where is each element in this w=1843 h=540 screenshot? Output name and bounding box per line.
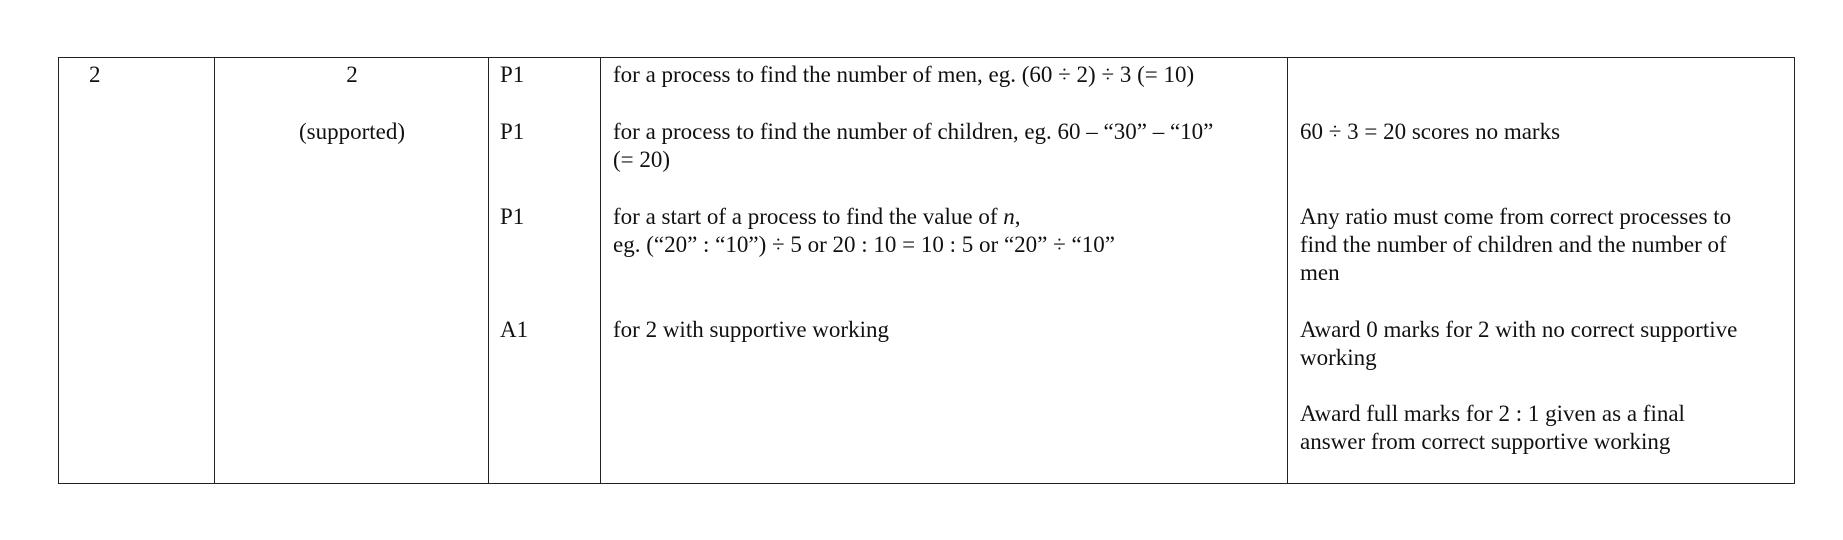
answer-column — [214, 58, 489, 483]
mark-scheme-line: for a process to find the number of men, eg. (60 ÷ 2) ÷ 3 (= 10) — [613, 62, 1195, 87]
variable-n: n — [1003, 204, 1015, 229]
mark-scheme-table — [58, 57, 1795, 484]
mark-scheme-fragment: , — [1014, 204, 1021, 229]
guidance-line: 60 ÷ 3 = 20 scores no marks — [1300, 119, 1561, 144]
mark-scheme-text — [613, 61, 1194, 89]
answer-note: (supported) — [298, 119, 406, 144]
mark-scheme-line: for 2 with supportive working — [613, 317, 889, 342]
guidance-text — [1300, 203, 1731, 287]
mark-scheme-line: (= 20) — [613, 147, 671, 172]
question-number: 2 — [89, 62, 101, 87]
mark-code: P1 — [500, 204, 525, 229]
guidance-line: answer from correct supportive working — [1300, 429, 1671, 454]
guidance-line: Award full marks for 2 : 1 given as a final — [1300, 401, 1685, 426]
mark-scheme-line: eg. (“20” : “10”) ÷ 5 or 20 : 10 = 10 : 5 or “20” ÷ “10” — [613, 232, 1115, 257]
mark-code: P1 — [500, 62, 525, 87]
mark-code: P1 — [500, 119, 525, 144]
guidance-line: find the number of children and the number of — [1300, 232, 1727, 257]
guidance-line: working — [1300, 345, 1377, 370]
mark-scheme-text — [613, 203, 1115, 259]
guidance-line: Award 0 marks for 2 with no correct supportive — [1300, 317, 1738, 342]
question-number-column — [59, 58, 214, 483]
mark-scheme-line: for a process to find the number of children, eg. 60 – “30” – “10” — [613, 119, 1214, 144]
guidance-text — [1300, 118, 1560, 146]
mark-scheme-fragment: for a start of a process to find the value of — [613, 204, 1004, 229]
guidance-text — [1300, 400, 1685, 456]
mark-column — [488, 58, 601, 483]
mark-scheme-text — [613, 316, 889, 344]
mark-code: A1 — [500, 317, 529, 342]
guidance-text — [1300, 316, 1737, 372]
guidance-line: men — [1300, 260, 1340, 285]
mark-scheme-text — [613, 118, 1213, 174]
mark-scheme-column — [600, 58, 1288, 483]
mark-scheme-line — [613, 203, 1115, 231]
answer-value: 2 — [346, 62, 358, 87]
guidance-line: Any ratio must come from correct processes to — [1300, 204, 1732, 229]
guidance-column — [1287, 58, 1794, 483]
